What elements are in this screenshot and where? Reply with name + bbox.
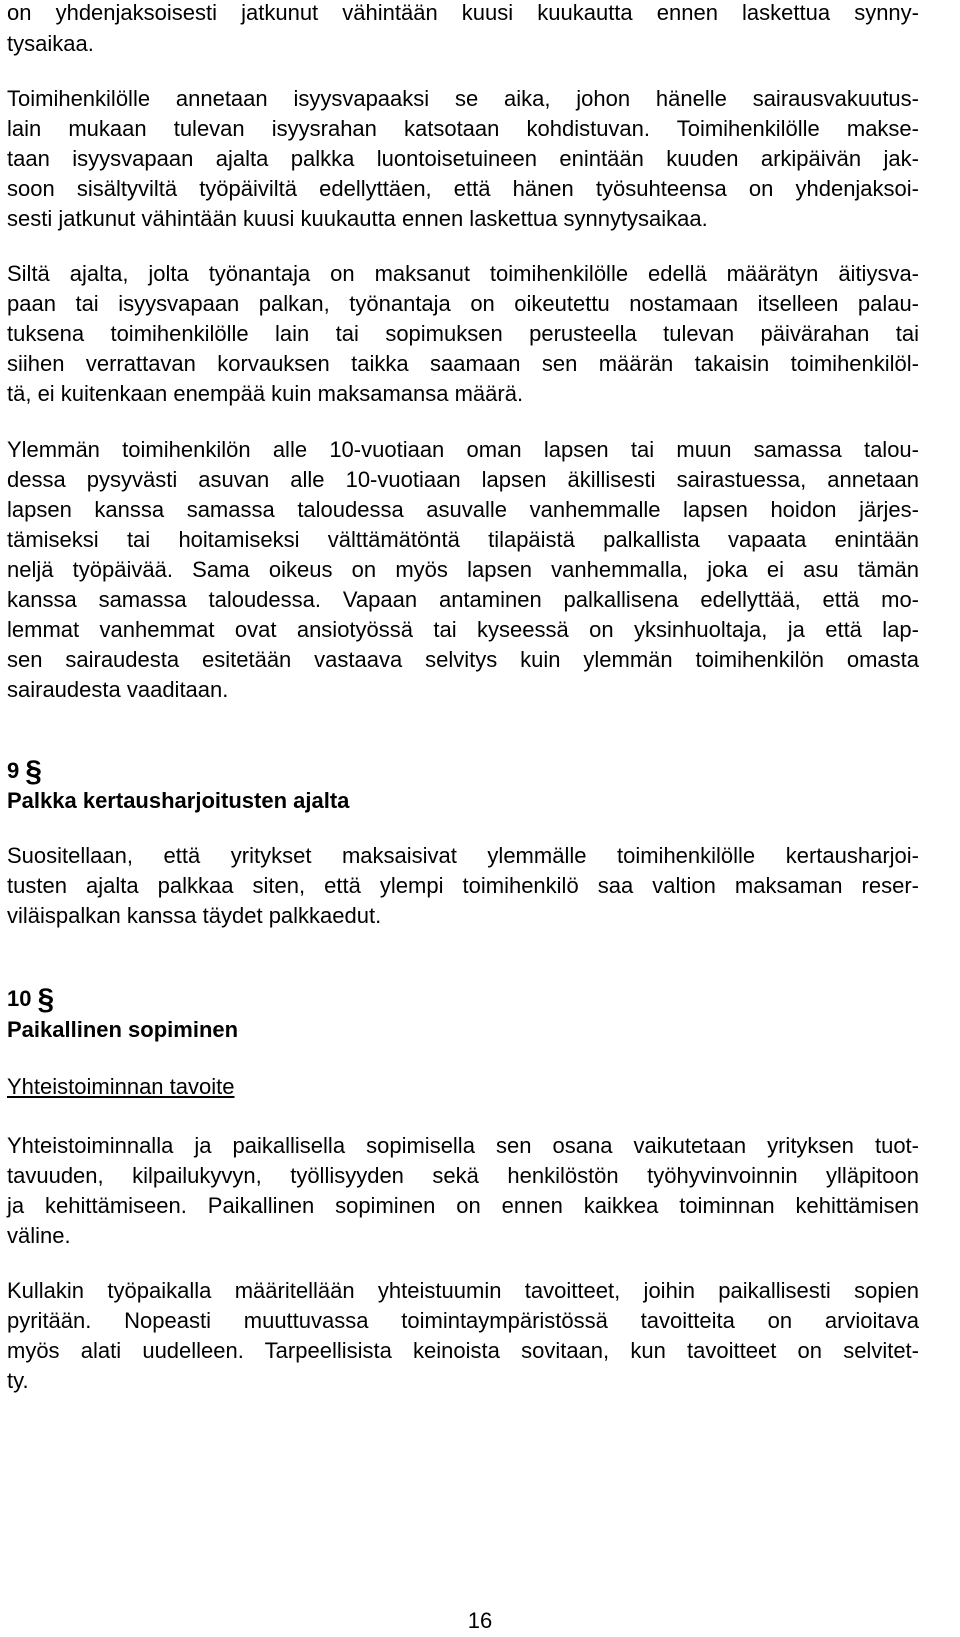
text-line: sesti jatkunut vähintään kuusi kuukautta ennen laskettua synnytysaikaa. <box>7 206 708 231</box>
text-line: viläispalkan kanssa täydet palkkaedut. <box>7 903 382 928</box>
subheading: Yhteistoiminnan tavoite <box>7 1074 235 1099</box>
text-line: neljä työpäivää. Sama oikeus on myös lapsen vanhemmalla, joka ei asu tämän <box>7 557 919 582</box>
text-line: tusten ajalta palkkaa siten, että ylempi toimihenkilö saa valtion maksaman reser- <box>7 873 919 898</box>
section-number-9 <box>7 755 919 788</box>
text-line: tä, ei kuitenkaan enempää kuin maksamansa määrä. <box>7 381 524 406</box>
text-line: Yhteistoiminnalla ja paikallisella sopimisella sen osana vaikutetaan yrityksen tuot- <box>7 1133 919 1158</box>
section-sign-icon: § <box>37 983 55 1016</box>
section-title-9: Palkka kertausharjoitusten ajalta <box>7 788 350 813</box>
text-line: lain mukaan tulevan isyysrahan katsotaan kohdistuvan. Toimihenkilölle makse- <box>7 116 919 141</box>
text-line: väline. <box>7 1223 71 1248</box>
text-line: Ylemmän toimihenkilön alle 10-vuotiaan oman lapsen tai muun samassa talou- <box>7 437 919 462</box>
section-number: 9 <box>7 758 20 783</box>
text-line: siihen verrattavan korvauksen taikka saamaan sen määrän takaisin toimihenkilöl- <box>7 351 919 376</box>
text-line: taan isyysvapaan ajalta palkka luontoisetuineen enintään kuuden arkipäivän jak- <box>7 146 919 171</box>
text-line: pyritään. Nopeasti muuttuvassa toimintaympäristössä tavoitteita on arvioitava <box>7 1308 919 1333</box>
text-line: lapsen kanssa samassa taloudessa asuvalle vanhemmalle lapsen hoidon järjes- <box>7 497 919 522</box>
text-line: on yhdenjaksoisesti jatkunut vähintään kuusi kuukautta ennen laskettua synny- <box>7 0 919 25</box>
text-line: tuksena toimihenkilölle lain tai sopimuksen perusteella tulevan päivärahan tai <box>7 321 919 346</box>
text-line: myös alati uudelleen. Tarpeellisista keinoista sovitaan, kun tavoitteet on selvitet- <box>7 1338 919 1363</box>
text-line: lemmat vanhemmat ovat ansiotyössä tai kyseessä on yksinhuoltaja, ja että lap- <box>7 617 919 642</box>
text-line: Suositellaan, että yritykset maksaisivat ylemmälle toimihenkilölle kertausharjoi- <box>7 843 919 868</box>
text-line: paan tai isyysvapaan palkan, työnantaja on oikeutettu nostamaan itselleen palau- <box>7 291 919 316</box>
section-number-10 <box>7 983 919 1016</box>
text-line: Siltä ajalta, jolta työnantaja on maksanut toimihenkilölle edellä määrätyn äitiysva- <box>7 261 919 286</box>
page-number: 16 <box>467 1608 493 1633</box>
text-line: tämiseksi tai hoitamiseksi välttämätöntä tilapäistä palkallista vapaata enintään <box>7 527 919 552</box>
section-sign-icon: § <box>25 755 42 788</box>
text-line: ja kehittämiseen. Paikallinen sopiminen on ennen kaikkea toiminnan kehittämisen <box>7 1193 919 1218</box>
text-line: ty. <box>7 1368 29 1393</box>
text-line: kanssa samassa taloudessa. Vapaan antaminen palkallisena edellyttää, että mo- <box>7 587 919 612</box>
text-line: Kullakin työpaikalla määritellään yhteistuumin tavoitteet, joihin paikallisesti sopien <box>7 1278 919 1303</box>
text-line: tysaikaa. <box>7 31 94 56</box>
text-line: tavuuden, kilpailukyvyn, työllisyyden sekä henkilöstön työhyvinvoinnin ylläpitoon <box>7 1163 919 1188</box>
text-line: sairaudesta vaaditaan. <box>7 677 229 702</box>
text-line: dessa pysyvästi asuvan alle 10-vuotiaan lapsen äkillisesti sairastuessa, annetaan <box>7 467 919 492</box>
text-line: sen sairaudesta esitetään vastaava selvitys kuin ylemmän toimihenkilön omasta <box>7 647 919 672</box>
text-line: soon sisältyviltä työpäiviltä edellyttäen, että hänen työsuhteensa on yhdenjaksoi- <box>7 176 919 201</box>
section-title-10: Paikallinen sopiminen <box>7 1017 239 1042</box>
text-line: Toimihenkilölle annetaan isyysvapaaksi se aika, johon hänelle sairausvakuutus- <box>7 86 919 111</box>
section-number: 10 <box>7 986 32 1011</box>
